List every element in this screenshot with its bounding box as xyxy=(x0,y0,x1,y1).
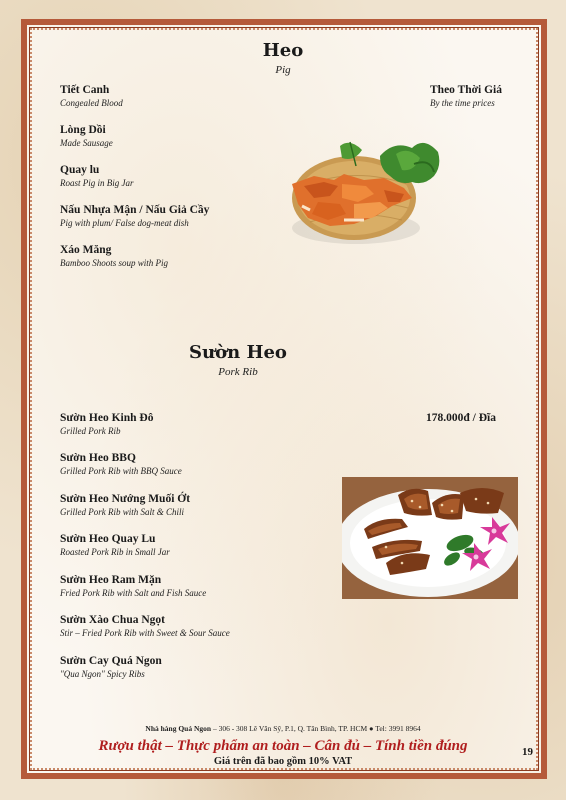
menu-item-name: Nấu Nhựa Mận / Nấu Giả Cầy xyxy=(60,204,210,216)
rib-item-2 xyxy=(60,493,190,517)
pig-item-0 xyxy=(60,84,123,108)
rib-price: 178.000đ / Đĩa xyxy=(426,412,496,424)
menu-item-desc: Bamboo Shoots soup with Pig xyxy=(60,258,169,268)
pig-item-1 xyxy=(60,124,113,148)
rib-item-3 xyxy=(60,533,170,557)
section-subtitle-rib: Pork Rib xyxy=(218,366,258,378)
menu-item-desc: Made Sausage xyxy=(60,138,113,148)
menu-item-name: Lòng Dồi xyxy=(60,124,106,136)
menu-item-desc: Grilled Pork Rib with BBQ Sauce xyxy=(60,466,182,476)
menu-item-name: Sườn Heo Quay Lu xyxy=(60,533,156,545)
slogan: Rượu thật – Thực phẩm an toàn – Cân đủ – Tính tiền đúng xyxy=(98,738,468,754)
rib-item-5 xyxy=(60,614,230,638)
vat-note: Giá trên đã bao gồm 10% VAT xyxy=(213,756,353,767)
bullet-separator: ● xyxy=(369,724,374,733)
menu-item-desc: Pig with plum/ False dog-meat dish xyxy=(60,218,189,228)
restaurant-address: – 306 - 308 Lê Văn Sỹ, P.1, Q. Tân Bình, TP. HCM xyxy=(212,724,368,733)
rib-item-1 xyxy=(60,452,182,476)
menu-item-desc: Congealed Blood xyxy=(60,98,123,108)
menu-item-name: Sườn Heo Ram Mặn xyxy=(60,574,162,586)
restaurant-name: Nhà hàng Quá Ngon xyxy=(145,724,212,733)
section-subtitle-pig: Pig xyxy=(275,64,291,76)
section-title-pig: Heo xyxy=(262,40,304,61)
menu-item-name: Sườn Cay Quá Ngon xyxy=(60,655,162,667)
menu-item-desc: Grilled Pork Rib xyxy=(60,426,121,436)
menu-item-desc: Grilled Pork Rib with Salt & Chili xyxy=(60,507,185,517)
menu-item-name: Sườn Heo Kinh Đô xyxy=(60,412,154,424)
rib-item-6 xyxy=(60,655,162,679)
menu-item-desc: Roasted Pork Rib in Small Jar xyxy=(60,547,170,557)
menu-item-desc: Stir – Fried Pork Rib with Sweet & Sour Sauce xyxy=(60,628,230,638)
page-number: 19 xyxy=(522,746,533,758)
rib-item-4 xyxy=(60,574,206,598)
menu-item-name: Sườn Heo BBQ xyxy=(60,452,136,464)
menu-item-desc: "Qua Ngon" Spicy Ribs xyxy=(60,669,145,679)
pork-rib-photo xyxy=(342,477,518,599)
menu-item-name: Sườn Xào Chua Ngọt xyxy=(60,614,165,626)
pig-item-4 xyxy=(60,244,168,268)
menu-item-name: Xáo Măng xyxy=(60,244,112,256)
menu-item-desc: Roast Pig in Big Jar xyxy=(60,178,134,188)
pig-item-2 xyxy=(60,164,134,188)
pig-item-3 xyxy=(60,204,209,228)
menu-item-desc: Fried Pork Rib with Salt and Fish Sauce xyxy=(60,588,207,598)
pig-price-label: Theo Thời Giá xyxy=(430,84,502,96)
menu-item-name: Sườn Heo Nướng Muối Ớt xyxy=(60,493,191,505)
restaurant-tel: Tel: 3991 8964 xyxy=(375,724,421,733)
pig-price-sub: By the time prices xyxy=(430,98,495,108)
footer-address-line xyxy=(60,724,506,733)
rib-item-0 xyxy=(60,412,153,436)
section-title-rib: Sườn Heo xyxy=(189,342,287,363)
menu-item-name: Quay lu xyxy=(60,164,100,176)
pig-price-block xyxy=(430,84,530,108)
menu-item-name: Tiết Canh xyxy=(60,84,110,96)
roast-pig-photo xyxy=(284,136,444,248)
